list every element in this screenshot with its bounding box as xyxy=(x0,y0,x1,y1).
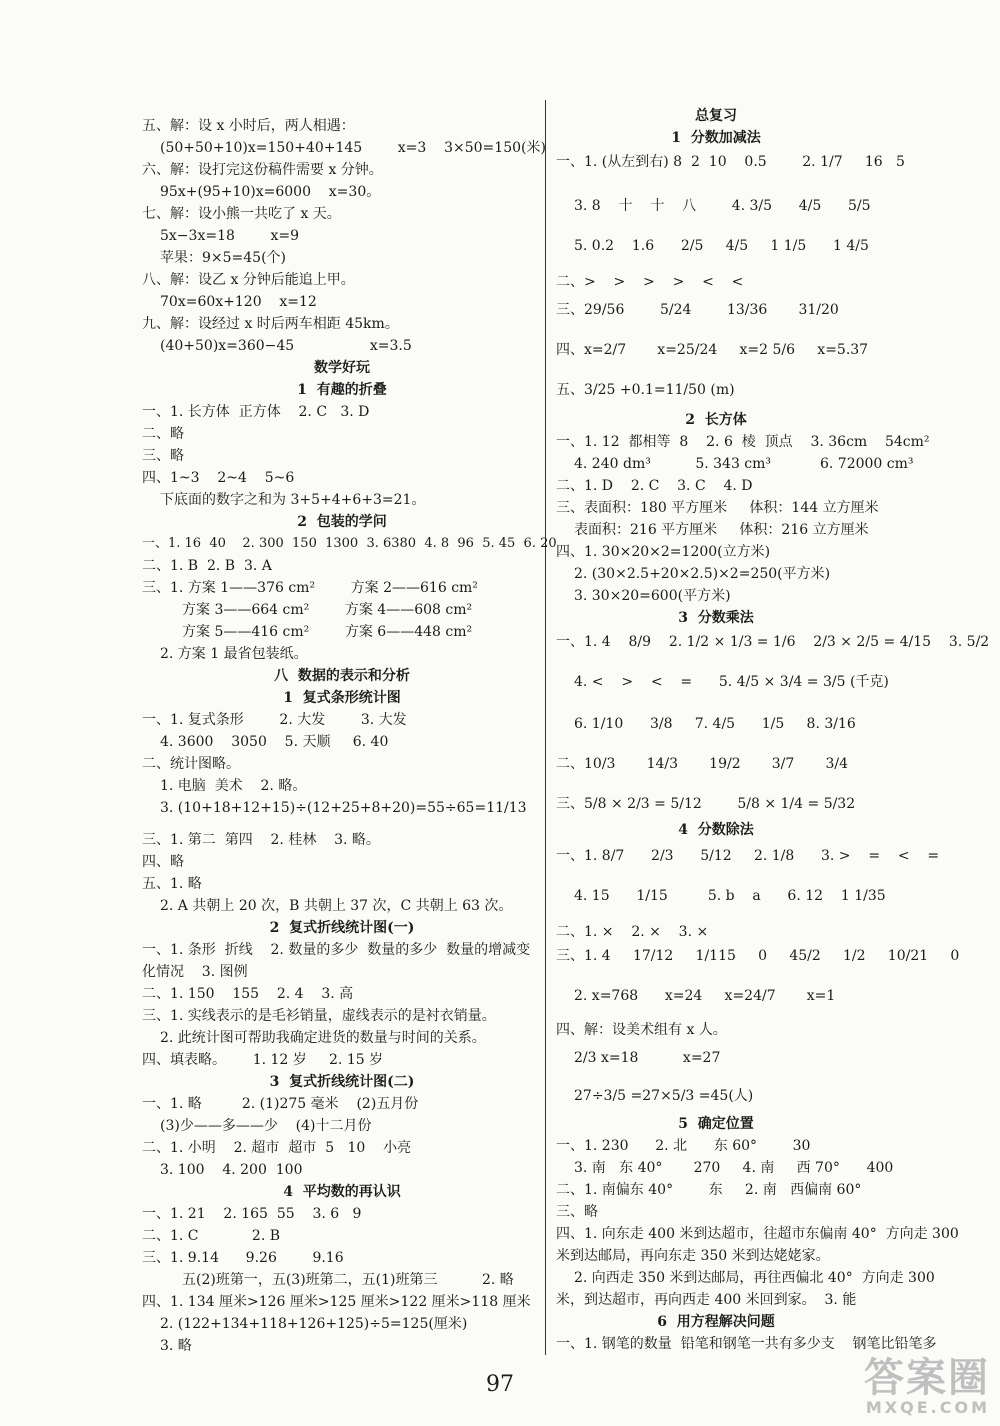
answer-line: 米，到达超市，再向西走 400 米回到家。 3. 能 xyxy=(556,1292,857,1308)
answer-line: 表面积：216 平方厘米 体积：216 立方厘米 xyxy=(574,522,869,538)
answer-line: 二、1. B 2. B 3. A xyxy=(142,558,272,574)
answer-line: 一、1. 230 2. 北 东 60° 30 xyxy=(556,1138,811,1154)
section-heading: 总复习 xyxy=(695,108,737,124)
answer-line: 五(2)班第一，五(3)班第二，五(1)班第三 2. 略 xyxy=(182,1272,514,1288)
answer-line: 2. (122+134+118+126+125)÷5=125(厘米) xyxy=(160,1316,468,1332)
page-number: 97 xyxy=(486,1372,514,1397)
answer-line: (3)少——多——少 (4)十二月份 xyxy=(160,1118,372,1134)
answer-line: 4. 240 dm³ 5. 343 cm³ 6. 72000 cm³ xyxy=(574,456,914,472)
answer-line: 70x=60x+120 x=12 xyxy=(160,294,317,310)
answer-line: 六、解：设打完这份稿件需要 x 分钟。 xyxy=(142,162,383,178)
answer-line: 2. (30×2.5+20×2.5)×2=250(平方米) xyxy=(574,566,831,582)
answer-line: 3. (10+18+12+15)÷(12+25+8+20)=55÷65=11/13 xyxy=(160,800,527,816)
answer-line: 下底面的数字之和为 3+5+4+6+3=21。 xyxy=(160,492,426,508)
answer-line: 二、10/3 14/3 19/2 3/7 3/4 xyxy=(556,756,848,772)
section-heading: 4 平均数的再认识 xyxy=(283,1184,401,1200)
answer-line: 27÷3/5 =27×5/3 =45(人) xyxy=(574,1088,754,1104)
answer-line: 五、1. 略 xyxy=(142,876,202,892)
answer-line: 2. 方案 1 最省包装纸。 xyxy=(160,646,308,662)
answer-line: 三、1. 实线表示的是毛衫销量，虚线表示的是衬衣销量。 xyxy=(142,1008,496,1024)
answer-line: 二、1. 小明 2. 超市 超市 5 10 小亮 xyxy=(142,1140,412,1156)
answer-line: 3. 略 xyxy=(160,1338,192,1354)
answer-line: 3. 30×20=600(平方米) xyxy=(574,588,731,604)
answer-line: 四、x=2/7 x=25/24 x=2 5/6 x=5.37 xyxy=(556,342,869,358)
answer-line: 八、解：设乙 x 分钟后能追上甲。 xyxy=(142,272,355,288)
watermark-logo xyxy=(864,1355,990,1417)
answer-line: 三、表面积：180 平方厘米 体积：144 立方厘米 xyxy=(556,500,879,516)
answer-line: 米到达邮局，再向东走 350 米到达姥姥家。 xyxy=(556,1248,830,1264)
answer-line: 2. A 共朝上 20 次，B 共朝上 37 次，C 共朝上 63 次。 xyxy=(160,898,513,914)
watermark-text: 答案圈 xyxy=(864,1355,990,1401)
answer-line: 四、1~3 2~4 5~6 xyxy=(142,470,295,486)
section-heading: 5 确定位置 xyxy=(678,1116,754,1132)
answer-line: 四、解：设美术组有 x 人。 xyxy=(556,1022,727,1038)
answer-line: 4. < > < = 5. 4/5 × 3/4 = 3/5 (千克) xyxy=(574,674,889,690)
answer-line: 三、29/56 5/24 13/36 31/20 xyxy=(556,302,839,318)
section-heading: 2 长方体 xyxy=(685,412,747,428)
answer-line: 九、解：设经过 x 时后两车相距 45km。 xyxy=(142,316,399,332)
section-heading: 2 包装的学问 xyxy=(297,514,387,530)
answer-line: 方案 3——664 cm² 方案 4——608 cm² xyxy=(182,602,473,618)
section-heading: 2 复式折线统计图(一) xyxy=(269,920,415,936)
answer-line: 二、> > > > < < xyxy=(556,274,744,290)
answer-line: (50+50+10)x=150+40+145 x=3 3×50=150(米) xyxy=(160,140,546,156)
section-heading: 数学好玩 xyxy=(314,360,370,376)
answer-line: 二、1. D 2. C 3. C 4. D xyxy=(556,478,753,494)
section-heading: 3 分数乘法 xyxy=(678,610,754,626)
answer-line: 三、1. 4 17/12 1/115 0 45/2 1/2 10/21 0 xyxy=(556,948,960,964)
answer-line: 三、1. 9.14 9.26 9.16 xyxy=(142,1250,344,1266)
answer-line: 三、略 xyxy=(142,448,184,464)
answer-line: 三、1. 第二 第四 2. 桂林 3. 略。 xyxy=(142,832,380,848)
section-heading: 1 复式条形统计图 xyxy=(283,690,401,706)
answer-line: 四、1. 30×20×2=1200(立方米) xyxy=(556,544,771,560)
answer-line: 1. 电脑 美术 2. 略。 xyxy=(160,778,307,794)
watermark-url: MXQE.COM xyxy=(865,1398,990,1417)
answer-line: 一、1. 12 都相等 8 2. 6 棱 顶点 3. 36cm 54cm² xyxy=(556,434,930,450)
answer-line: 一、1. 长方体 正方体 2. C 3. D xyxy=(142,404,370,420)
answer-line: 五、解：设 x 小时后，两人相遇： xyxy=(142,118,355,134)
answer-line: 5. 0.2 1.6 2/5 4/5 1 1/5 1 4/5 xyxy=(574,238,869,254)
answer-line: 2. 向西走 350 米到达邮局，再往西偏北 40° 方向走 300 xyxy=(574,1270,935,1286)
answer-line: 二、略 xyxy=(142,426,184,442)
answer-line: (40+50)x=360−45 x=3.5 xyxy=(160,338,412,354)
answer-line: 方案 5——416 cm² 方案 6——448 cm² xyxy=(182,624,473,640)
answer-line: 四、1. 134 厘米>126 厘米>125 厘米>122 厘米>118 厘米 xyxy=(142,1294,531,1310)
answer-line: 化情况 3. 图例 xyxy=(142,964,248,980)
column-divider xyxy=(545,100,546,1355)
answer-line: 一、1. (从左到右) 8 2 10 0.5 2. 1/7 16 5 xyxy=(556,154,905,170)
answer-line: 3. 南 东 40° 270 4. 南 西 70° 400 xyxy=(574,1160,894,1176)
answer-line: 5x−3x=18 x=9 xyxy=(160,228,300,244)
section-heading: 4 分数除法 xyxy=(678,822,754,838)
section-heading: 1 分数加减法 xyxy=(671,130,761,146)
answer-line: 二、1. 南偏东 40° 东 2. 南 西偏南 60° xyxy=(556,1182,862,1198)
section-heading: 6 用方程解决问题 xyxy=(657,1314,775,1330)
answer-line: 3. 8 十 十 八 4. 3/5 4/5 5/5 xyxy=(574,198,871,214)
answer-line: 95x+(95+10)x=6000 x=30。 xyxy=(160,184,381,200)
answer-line: 一、1. 复式条形 2. 大发 3. 大发 xyxy=(142,712,407,728)
section-heading: 3 复式折线统计图(二) xyxy=(269,1074,415,1090)
answer-line: 二、统计图略。 xyxy=(142,756,240,772)
answer-line: 二、1. C 2. B xyxy=(142,1228,281,1244)
answer-line: 二、1. 150 155 2. 4 3. 高 xyxy=(142,986,354,1002)
answer-line: 2. x=768 x=24 x=24/7 x=1 xyxy=(574,988,836,1004)
answer-line: 一、1. 4 8/9 2. 1/2 × 1/3 = 1/6 2/3 × 2/5 = 4/15 3. 5/2 xyxy=(556,634,990,650)
answer-line: 三、略 xyxy=(556,1204,598,1220)
answer-line: 五、3/25 +0.1=11/50 (m) xyxy=(556,382,735,398)
section-heading: 八 数据的表示和分析 xyxy=(274,668,410,684)
answer-line: 2. 此统计图可帮助我确定进货的数量与时间的关系。 xyxy=(160,1030,486,1046)
answer-line: 四、1. 向东走 400 米到达超市，往超市东偏南 40° 方向走 300 xyxy=(556,1226,959,1242)
answer-line: 4. 3600 3050 5. 天顺 6. 40 xyxy=(160,734,389,750)
answer-line: 四、填表略。 1. 12 岁 2. 15 岁 xyxy=(142,1052,384,1068)
answer-line: 2/3 x=18 x=27 xyxy=(574,1050,721,1066)
answer-line: 二、1. × 2. × 3. × xyxy=(556,924,709,940)
answer-line: 一、1. 8/7 2/3 5/12 2. 1/8 3. > = < = xyxy=(556,848,940,864)
answer-line: 一、1. 条形 折线 2. 数量的多少 数量的多少 数量的增减变 xyxy=(142,942,531,958)
answer-line: 6. 1/10 3/8 7. 4/5 1/5 8. 3/16 xyxy=(574,716,856,732)
answer-line: 四、略 xyxy=(142,854,184,870)
answer-line: 一、1. 钢笔的数量 铅笔和钢笔一共有多少支 钢笔比铅笔多 xyxy=(556,1336,937,1352)
answer-line: 一、1. 16 40 2. 300 150 1300 3. 6380 4. 8 96 5. 45 6. 20 xyxy=(142,536,557,551)
answer-line: 七、解：设小熊一共吃了 x 天。 xyxy=(142,206,341,222)
answer-line: 三、1. 方案 1——376 cm² 方案 2——616 cm² xyxy=(142,580,478,596)
answer-line: 苹果：9×5=45(个) xyxy=(160,250,287,266)
answer-line: 一、1. 21 2. 165 55 3. 6 9 xyxy=(142,1206,362,1222)
answer-line: 3. 100 4. 200 100 xyxy=(160,1162,303,1178)
answer-line: 一、1. 略 2. (1)275 毫米 (2)五月份 xyxy=(142,1096,419,1112)
answer-line: 三、5/8 × 2/3 = 5/12 5/8 × 1/4 = 5/32 xyxy=(556,796,856,812)
section-heading: 1 有趣的折叠 xyxy=(297,382,387,398)
answer-line: 4. 15 1/15 5. b a 6. 12 1 1/35 xyxy=(574,888,886,904)
